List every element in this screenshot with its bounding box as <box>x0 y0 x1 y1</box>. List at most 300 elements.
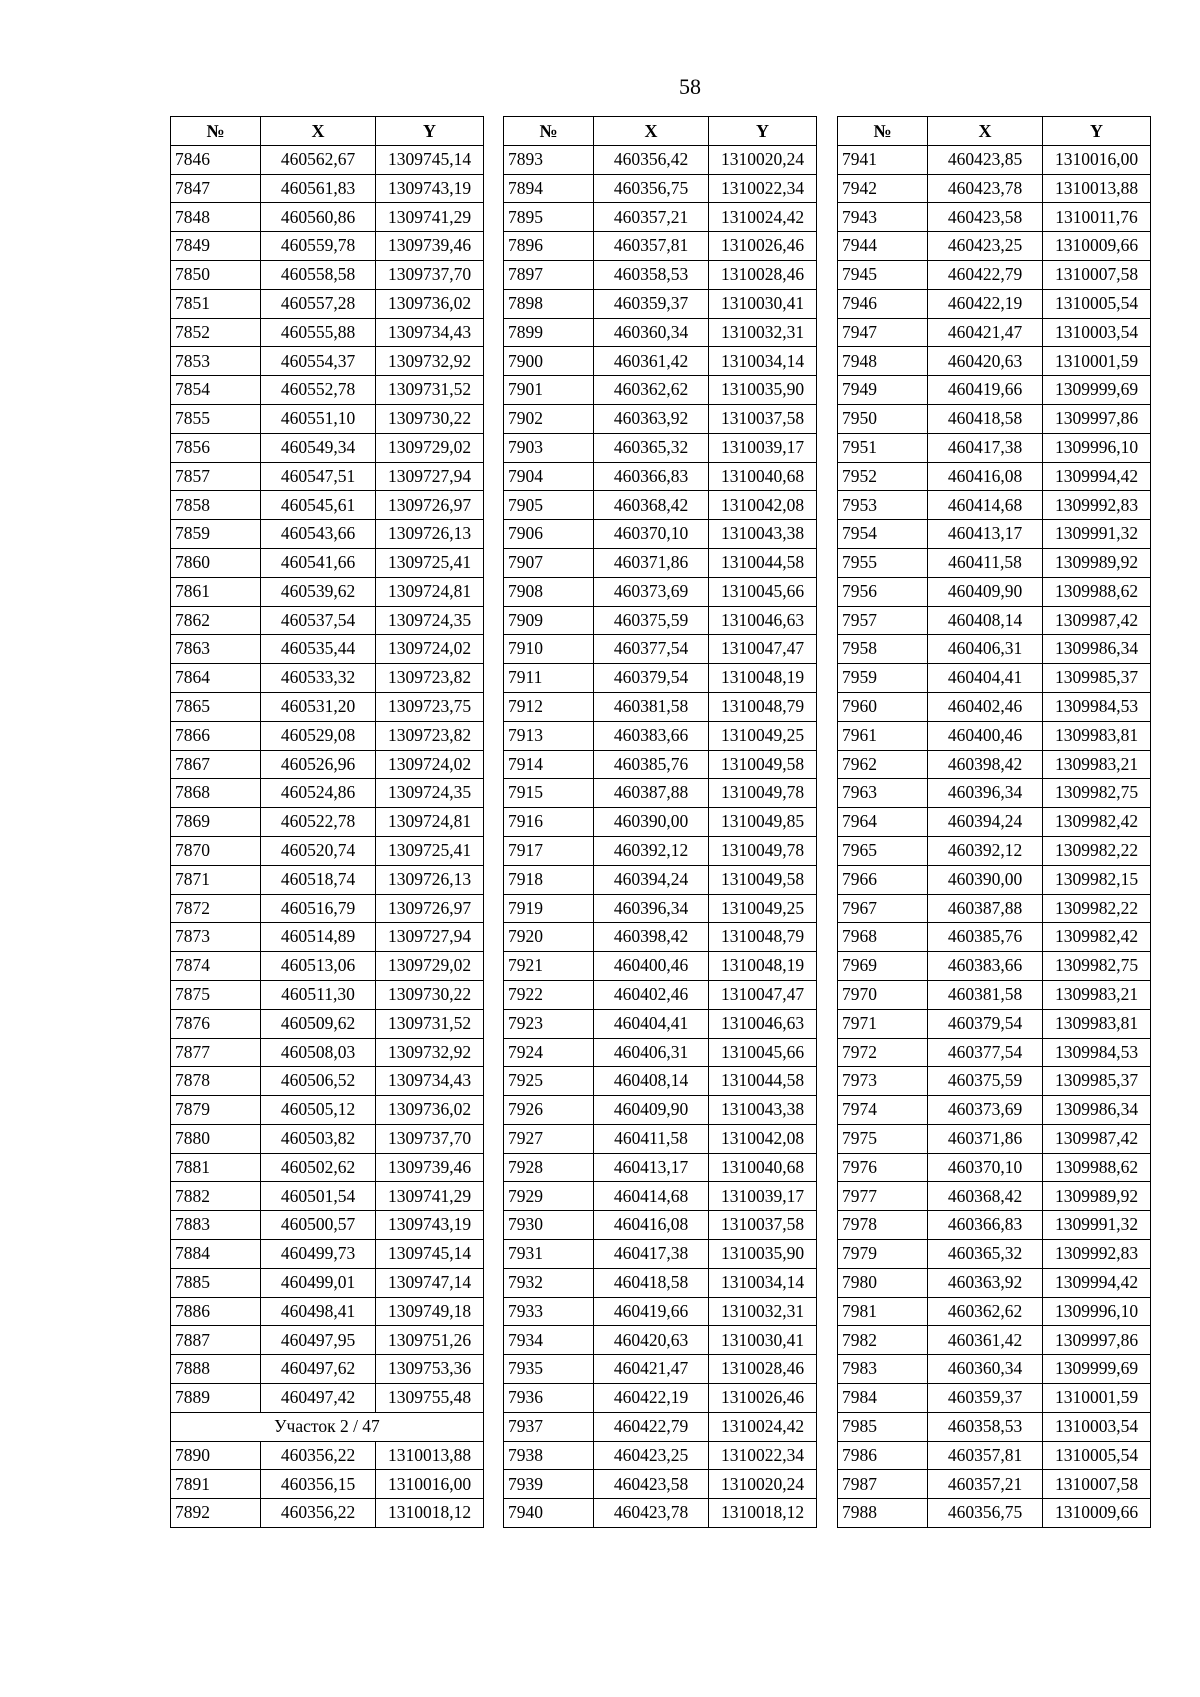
table-row <box>171 1268 484 1297</box>
y-coordinate-cell: 1310005,54 <box>1043 289 1151 318</box>
table-row <box>504 203 817 232</box>
table-row <box>504 1384 817 1413</box>
point-number-cell: 7931 <box>504 1240 594 1269</box>
x-coordinate-cell: 460357,81 <box>928 1441 1043 1470</box>
point-number-cell: 7951 <box>838 433 928 462</box>
column-header-y: Y <box>1043 117 1151 146</box>
table-row <box>838 577 1151 606</box>
table-row <box>171 289 484 318</box>
point-number-cell: 7955 <box>838 548 928 577</box>
x-coordinate-cell: 460356,15 <box>261 1470 376 1499</box>
point-number-cell: 7935 <box>504 1355 594 1384</box>
y-coordinate-cell: 1309997,86 <box>1043 1326 1151 1355</box>
y-coordinate-cell: 1310030,41 <box>709 1326 817 1355</box>
x-coordinate-cell: 460358,53 <box>594 260 709 289</box>
x-coordinate-cell: 460361,42 <box>594 347 709 376</box>
y-coordinate-cell: 1309726,97 <box>376 894 484 923</box>
x-coordinate-cell: 460422,79 <box>594 1412 709 1441</box>
point-number-cell: 7868 <box>171 779 261 808</box>
y-coordinate-cell: 1309989,92 <box>1043 1182 1151 1211</box>
point-number-cell: 7864 <box>171 664 261 693</box>
point-number-cell: 7988 <box>838 1499 928 1528</box>
y-coordinate-cell: 1309982,42 <box>1043 808 1151 837</box>
x-coordinate-cell: 460356,22 <box>261 1499 376 1528</box>
table-row <box>838 894 1151 923</box>
point-number-cell: 7946 <box>838 289 928 318</box>
y-coordinate-cell: 1309739,46 <box>376 1153 484 1182</box>
y-coordinate-cell: 1309753,36 <box>376 1355 484 1384</box>
point-number-cell: 7927 <box>504 1124 594 1153</box>
x-coordinate-cell: 460541,66 <box>261 548 376 577</box>
y-coordinate-cell: 1310016,00 <box>1043 145 1151 174</box>
y-coordinate-cell: 1310032,31 <box>709 1297 817 1326</box>
table-row <box>504 952 817 981</box>
point-number-cell: 7901 <box>504 376 594 405</box>
x-coordinate-cell: 460531,20 <box>261 692 376 721</box>
table-row <box>838 548 1151 577</box>
y-coordinate-cell: 1310003,54 <box>1043 318 1151 347</box>
column-header-number: № <box>171 117 261 146</box>
point-number-cell: 7873 <box>171 923 261 952</box>
table-row <box>171 836 484 865</box>
table-row <box>171 203 484 232</box>
column-header-x: X <box>928 117 1043 146</box>
point-number-cell: 7860 <box>171 548 261 577</box>
point-number-cell: 7975 <box>838 1124 928 1153</box>
y-coordinate-cell: 1309749,18 <box>376 1297 484 1326</box>
x-coordinate-cell: 460356,75 <box>928 1499 1043 1528</box>
table-row <box>838 1326 1151 1355</box>
x-coordinate-cell: 460379,54 <box>594 664 709 693</box>
table-row <box>838 1268 1151 1297</box>
point-number-cell: 7966 <box>838 865 928 894</box>
y-coordinate-cell: 1309745,14 <box>376 145 484 174</box>
y-coordinate-cell: 1309747,14 <box>376 1268 484 1297</box>
y-coordinate-cell: 1309724,81 <box>376 808 484 837</box>
x-coordinate-cell: 460503,82 <box>261 1124 376 1153</box>
table-row <box>504 1326 817 1355</box>
point-number-cell: 7859 <box>171 520 261 549</box>
y-coordinate-cell: 1309992,83 <box>1043 1240 1151 1269</box>
x-coordinate-cell: 460506,52 <box>261 1067 376 1096</box>
x-coordinate-cell: 460560,86 <box>261 203 376 232</box>
point-number-cell: 7886 <box>171 1297 261 1326</box>
point-number-cell: 7960 <box>838 692 928 721</box>
table-row <box>504 404 817 433</box>
y-coordinate-cell: 1310007,58 <box>1043 260 1151 289</box>
y-coordinate-cell: 1309991,32 <box>1043 520 1151 549</box>
table-row <box>838 721 1151 750</box>
table-row <box>504 894 817 923</box>
y-coordinate-cell: 1310034,14 <box>709 1268 817 1297</box>
y-coordinate-cell: 1309743,19 <box>376 174 484 203</box>
point-number-cell: 7922 <box>504 980 594 1009</box>
table-row <box>504 462 817 491</box>
table-row <box>504 1297 817 1326</box>
point-number-cell: 7974 <box>838 1096 928 1125</box>
y-coordinate-cell: 1309987,42 <box>1043 606 1151 635</box>
point-number-cell: 7861 <box>171 577 261 606</box>
table-row <box>504 174 817 203</box>
y-coordinate-cell: 1309723,75 <box>376 692 484 721</box>
y-coordinate-cell: 1310026,46 <box>709 232 817 261</box>
point-number-cell: 7929 <box>504 1182 594 1211</box>
y-coordinate-cell: 1309732,92 <box>376 347 484 376</box>
point-number-cell: 7979 <box>838 1240 928 1269</box>
x-coordinate-cell: 460363,92 <box>594 404 709 433</box>
table-body <box>504 145 817 1527</box>
point-number-cell: 7930 <box>504 1211 594 1240</box>
table-row <box>838 1182 1151 1211</box>
table-row <box>838 433 1151 462</box>
point-number-cell: 7943 <box>838 203 928 232</box>
table-row <box>838 779 1151 808</box>
point-number-cell: 7908 <box>504 577 594 606</box>
y-coordinate-cell: 1310049,58 <box>709 750 817 779</box>
point-number-cell: 7866 <box>171 721 261 750</box>
table-row <box>171 1211 484 1240</box>
table-row <box>504 1067 817 1096</box>
point-number-cell: 7846 <box>171 145 261 174</box>
point-number-cell: 7965 <box>838 836 928 865</box>
x-coordinate-cell: 460371,86 <box>928 1124 1043 1153</box>
point-number-cell: 7940 <box>504 1499 594 1528</box>
point-number-cell: 7906 <box>504 520 594 549</box>
x-coordinate-cell: 460417,38 <box>594 1240 709 1269</box>
point-number-cell: 7916 <box>504 808 594 837</box>
point-number-cell: 7936 <box>504 1384 594 1413</box>
section-label: Участок 2 / 47 <box>171 1412 484 1441</box>
y-coordinate-cell: 1309724,35 <box>376 779 484 808</box>
point-number-cell: 7884 <box>171 1240 261 1269</box>
y-coordinate-cell: 1310018,12 <box>709 1499 817 1528</box>
table-row <box>171 462 484 491</box>
x-coordinate-cell: 460404,41 <box>928 664 1043 693</box>
y-coordinate-cell: 1309734,43 <box>376 318 484 347</box>
x-coordinate-cell: 460562,67 <box>261 145 376 174</box>
table-row <box>504 1096 817 1125</box>
y-coordinate-cell: 1309986,34 <box>1043 1096 1151 1125</box>
point-number-cell: 7851 <box>171 289 261 318</box>
x-coordinate-cell: 460366,83 <box>594 462 709 491</box>
point-number-cell: 7976 <box>838 1153 928 1182</box>
y-coordinate-cell: 1309724,02 <box>376 635 484 664</box>
table-row <box>504 577 817 606</box>
coordinates-table-3 <box>837 116 1151 1528</box>
y-coordinate-cell: 1309991,32 <box>1043 1211 1151 1240</box>
point-number-cell: 7980 <box>838 1268 928 1297</box>
point-number-cell: 7962 <box>838 750 928 779</box>
table-row <box>838 1096 1151 1125</box>
y-coordinate-cell: 1309736,02 <box>376 1096 484 1125</box>
table-row <box>838 808 1151 837</box>
point-number-cell: 7897 <box>504 260 594 289</box>
table-row <box>838 606 1151 635</box>
table-row <box>171 808 484 837</box>
y-coordinate-cell: 1310039,17 <box>709 1182 817 1211</box>
x-coordinate-cell: 460511,30 <box>261 980 376 1009</box>
x-coordinate-cell: 460539,62 <box>261 577 376 606</box>
point-number-cell: 7944 <box>838 232 928 261</box>
x-coordinate-cell: 460423,58 <box>928 203 1043 232</box>
x-coordinate-cell: 460514,89 <box>261 923 376 952</box>
x-coordinate-cell: 460373,69 <box>594 577 709 606</box>
x-coordinate-cell: 460368,42 <box>928 1182 1043 1211</box>
point-number-cell: 7857 <box>171 462 261 491</box>
x-coordinate-cell: 460416,08 <box>594 1211 709 1240</box>
x-coordinate-cell: 460413,17 <box>594 1153 709 1182</box>
x-coordinate-cell: 460543,66 <box>261 520 376 549</box>
point-number-cell: 7937 <box>504 1412 594 1441</box>
y-coordinate-cell: 1309982,22 <box>1043 894 1151 923</box>
table-row <box>504 635 817 664</box>
x-coordinate-cell: 460356,75 <box>594 174 709 203</box>
x-coordinate-cell: 460552,78 <box>261 376 376 405</box>
y-coordinate-cell: 1310009,66 <box>1043 1499 1151 1528</box>
x-coordinate-cell: 460516,79 <box>261 894 376 923</box>
x-coordinate-cell: 460379,54 <box>928 1009 1043 1038</box>
point-number-cell: 7872 <box>171 894 261 923</box>
x-coordinate-cell: 460551,10 <box>261 404 376 433</box>
point-number-cell: 7850 <box>171 260 261 289</box>
table-row <box>171 404 484 433</box>
y-coordinate-cell: 1309745,14 <box>376 1240 484 1269</box>
x-coordinate-cell: 460392,12 <box>594 836 709 865</box>
point-number-cell: 7917 <box>504 836 594 865</box>
table-row <box>504 376 817 405</box>
table-row <box>504 692 817 721</box>
point-number-cell: 7959 <box>838 664 928 693</box>
table-row <box>171 145 484 174</box>
table-row <box>171 1355 484 1384</box>
x-coordinate-cell: 460387,88 <box>928 894 1043 923</box>
table-row <box>504 1499 817 1528</box>
table-row <box>171 1441 484 1470</box>
y-coordinate-cell: 1309983,81 <box>1043 721 1151 750</box>
x-coordinate-cell: 460365,32 <box>594 433 709 462</box>
y-coordinate-cell: 1310028,46 <box>709 1355 817 1384</box>
table-row <box>838 1038 1151 1067</box>
y-coordinate-cell: 1310046,63 <box>709 606 817 635</box>
table-row <box>171 520 484 549</box>
point-number-cell: 7984 <box>838 1384 928 1413</box>
x-coordinate-cell: 460362,62 <box>928 1297 1043 1326</box>
y-coordinate-cell: 1310034,14 <box>709 347 817 376</box>
point-number-cell: 7926 <box>504 1096 594 1125</box>
x-coordinate-cell: 460398,42 <box>928 750 1043 779</box>
y-coordinate-cell: 1310048,19 <box>709 664 817 693</box>
y-coordinate-cell: 1309751,26 <box>376 1326 484 1355</box>
table-row <box>838 289 1151 318</box>
y-coordinate-cell: 1309732,92 <box>376 1038 484 1067</box>
column-header-number: № <box>504 117 594 146</box>
y-coordinate-cell: 1309724,81 <box>376 577 484 606</box>
x-coordinate-cell: 460423,78 <box>594 1499 709 1528</box>
y-coordinate-cell: 1309737,70 <box>376 1124 484 1153</box>
x-coordinate-cell: 460545,61 <box>261 491 376 520</box>
table-header-row <box>838 117 1151 146</box>
table-row <box>171 1470 484 1499</box>
point-number-cell: 7949 <box>838 376 928 405</box>
page-number: 58 <box>679 74 701 99</box>
y-coordinate-cell: 1309999,69 <box>1043 376 1151 405</box>
point-number-cell: 7968 <box>838 923 928 952</box>
x-coordinate-cell: 460400,46 <box>928 721 1043 750</box>
point-number-cell: 7900 <box>504 347 594 376</box>
table-row <box>171 606 484 635</box>
table-row <box>171 1067 484 1096</box>
table-row <box>171 721 484 750</box>
table-row <box>838 491 1151 520</box>
y-coordinate-cell: 1309730,22 <box>376 980 484 1009</box>
x-coordinate-cell: 460555,88 <box>261 318 376 347</box>
y-coordinate-cell: 1310016,00 <box>376 1470 484 1499</box>
y-coordinate-cell: 1309727,94 <box>376 923 484 952</box>
y-coordinate-cell: 1309726,13 <box>376 865 484 894</box>
point-number-cell: 7904 <box>504 462 594 491</box>
x-coordinate-cell: 460422,79 <box>928 260 1043 289</box>
table-row <box>838 232 1151 261</box>
y-coordinate-cell: 1310044,58 <box>709 1067 817 1096</box>
point-number-cell: 7957 <box>838 606 928 635</box>
x-coordinate-cell: 460423,25 <box>594 1441 709 1470</box>
point-number-cell: 7905 <box>504 491 594 520</box>
table-row <box>171 1124 484 1153</box>
point-number-cell: 7890 <box>171 1441 261 1470</box>
table-row <box>171 923 484 952</box>
table-row <box>504 1412 817 1441</box>
table-row <box>504 1470 817 1499</box>
table-row <box>838 174 1151 203</box>
x-coordinate-cell: 460381,58 <box>594 692 709 721</box>
column-header-x: X <box>594 117 709 146</box>
table-row <box>504 980 817 1009</box>
table-row <box>504 145 817 174</box>
y-coordinate-cell: 1310048,19 <box>709 952 817 981</box>
table-row <box>171 1326 484 1355</box>
table-row <box>838 1412 1151 1441</box>
table-row <box>171 433 484 462</box>
point-number-cell: 7876 <box>171 1009 261 1038</box>
y-coordinate-cell: 1310022,34 <box>709 1441 817 1470</box>
y-coordinate-cell: 1310035,90 <box>709 1240 817 1269</box>
x-coordinate-cell: 460390,00 <box>594 808 709 837</box>
table-row <box>838 692 1151 721</box>
table-row <box>171 635 484 664</box>
x-coordinate-cell: 460500,57 <box>261 1211 376 1240</box>
table-row <box>171 1009 484 1038</box>
x-coordinate-cell: 460400,46 <box>594 952 709 981</box>
point-number-cell: 7907 <box>504 548 594 577</box>
y-coordinate-cell: 1309736,02 <box>376 289 484 318</box>
x-coordinate-cell: 460383,66 <box>928 952 1043 981</box>
x-coordinate-cell: 460535,44 <box>261 635 376 664</box>
y-coordinate-cell: 1310035,90 <box>709 376 817 405</box>
table-row <box>504 548 817 577</box>
y-coordinate-cell: 1310003,54 <box>1043 1412 1151 1441</box>
table-row <box>171 260 484 289</box>
y-coordinate-cell: 1309994,42 <box>1043 462 1151 491</box>
y-coordinate-cell: 1309729,02 <box>376 952 484 981</box>
point-number-cell: 7870 <box>171 836 261 865</box>
point-number-cell: 7915 <box>504 779 594 808</box>
x-coordinate-cell: 460402,46 <box>928 692 1043 721</box>
y-coordinate-cell: 1309996,10 <box>1043 1297 1151 1326</box>
y-coordinate-cell: 1309992,83 <box>1043 491 1151 520</box>
table-row <box>838 750 1151 779</box>
x-coordinate-cell: 460422,19 <box>594 1384 709 1413</box>
point-number-cell: 7971 <box>838 1009 928 1038</box>
y-coordinate-cell: 1310046,63 <box>709 1009 817 1038</box>
y-coordinate-cell: 1309982,15 <box>1043 865 1151 894</box>
x-coordinate-cell: 460383,66 <box>594 721 709 750</box>
x-coordinate-cell: 460537,54 <box>261 606 376 635</box>
table-row <box>171 577 484 606</box>
table-row <box>504 318 817 347</box>
y-coordinate-cell: 1309996,10 <box>1043 433 1151 462</box>
table-row <box>838 145 1151 174</box>
x-coordinate-cell: 460417,38 <box>928 433 1043 462</box>
point-number-cell: 7853 <box>171 347 261 376</box>
table-row <box>171 1297 484 1326</box>
table-row <box>838 635 1151 664</box>
y-coordinate-cell: 1310039,17 <box>709 433 817 462</box>
y-coordinate-cell: 1310001,59 <box>1043 347 1151 376</box>
x-coordinate-cell: 460421,47 <box>928 318 1043 347</box>
point-number-cell: 7913 <box>504 721 594 750</box>
point-number-cell: 7954 <box>838 520 928 549</box>
x-coordinate-cell: 460558,58 <box>261 260 376 289</box>
x-coordinate-cell: 460394,24 <box>594 865 709 894</box>
point-number-cell: 7880 <box>171 1124 261 1153</box>
table-row <box>838 923 1151 952</box>
y-coordinate-cell: 1310028,46 <box>709 260 817 289</box>
point-number-cell: 7885 <box>171 1268 261 1297</box>
y-coordinate-cell: 1310013,88 <box>376 1441 484 1470</box>
x-coordinate-cell: 460549,34 <box>261 433 376 462</box>
y-coordinate-cell: 1310043,38 <box>709 1096 817 1125</box>
x-coordinate-cell: 460408,14 <box>594 1067 709 1096</box>
table-row <box>504 1240 817 1269</box>
x-coordinate-cell: 460359,37 <box>928 1384 1043 1413</box>
y-coordinate-cell: 1310005,54 <box>1043 1441 1151 1470</box>
y-coordinate-cell: 1309726,97 <box>376 491 484 520</box>
table-row <box>838 1297 1151 1326</box>
y-coordinate-cell: 1309726,13 <box>376 520 484 549</box>
table-row <box>838 664 1151 693</box>
table-row <box>838 865 1151 894</box>
x-coordinate-cell: 460363,92 <box>928 1268 1043 1297</box>
y-coordinate-cell: 1309988,62 <box>1043 577 1151 606</box>
point-number-cell: 7858 <box>171 491 261 520</box>
table-row <box>504 232 817 261</box>
x-coordinate-cell: 460418,58 <box>928 404 1043 433</box>
point-number-cell: 7969 <box>838 952 928 981</box>
point-number-cell: 7875 <box>171 980 261 1009</box>
point-number-cell: 7919 <box>504 894 594 923</box>
point-number-cell: 7945 <box>838 260 928 289</box>
y-coordinate-cell: 1310049,85 <box>709 808 817 837</box>
y-coordinate-cell: 1309984,53 <box>1043 1038 1151 1067</box>
point-number-cell: 7848 <box>171 203 261 232</box>
x-coordinate-cell: 460360,34 <box>594 318 709 347</box>
table-row <box>171 1499 484 1528</box>
x-coordinate-cell: 460368,42 <box>594 491 709 520</box>
table-row <box>838 347 1151 376</box>
x-coordinate-cell: 460557,28 <box>261 289 376 318</box>
x-coordinate-cell: 460508,03 <box>261 1038 376 1067</box>
table-row <box>838 1384 1151 1413</box>
